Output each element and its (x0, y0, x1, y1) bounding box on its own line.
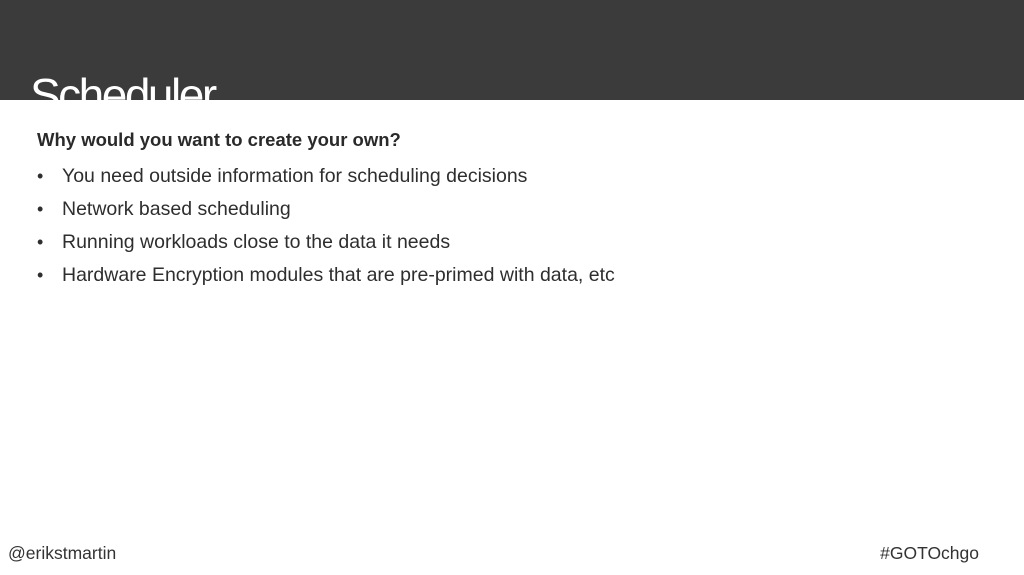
content-heading: Why would you want to create your own? (37, 129, 401, 150)
footer-author-handle: @erikstmartin (8, 543, 117, 563)
bullet-dot-icon: • (37, 232, 44, 252)
bullet-item (37, 193, 977, 226)
slide-title: Scheduler (30, 68, 215, 121)
bullet-dot-icon: • (37, 199, 44, 219)
bullet-item (37, 259, 977, 292)
bullet-dot-icon: • (37, 166, 44, 186)
bullet-list (37, 160, 977, 292)
bullet-text: Running workloads close to the data it needs (62, 231, 451, 253)
footer-event-hashtag: #GOTOchgo (880, 543, 979, 563)
bullet-item (37, 160, 977, 193)
bullet-text: Network based scheduling (62, 198, 291, 220)
bullet-text: You need outside information for scheduling decisions (62, 165, 528, 187)
bullet-dot-icon: • (37, 265, 44, 285)
slide-content (37, 126, 977, 292)
title-bar (0, 0, 1024, 121)
bullet-text: Hardware Encryption modules that are pre-primed with data, etc (62, 264, 615, 286)
bullet-item (37, 226, 977, 259)
